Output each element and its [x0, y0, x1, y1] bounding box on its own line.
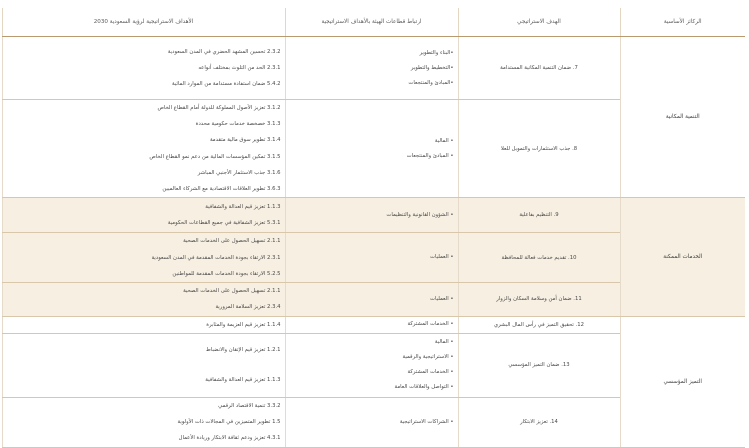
vision-item: 2.3.2 تحسين المشهد الحضري في المدن السعودية [167, 48, 281, 55]
sector-item: • الشراكات الاستراتيجية [399, 418, 454, 425]
header-vision: الأهداف الاستراتيجية لرؤية السعودية 2030 [2, 8, 285, 37]
sector-item: •التخطيط والتطوير [410, 64, 454, 71]
header-goal: الهدف الاستراتيجي [458, 8, 620, 37]
sector-item: • العمليات [430, 295, 454, 302]
vision-item: 3.1.5 تمكين المؤسسات المالية من دعم نمو القطاع الخاص [149, 153, 281, 160]
sector-item: • التواصل والعلاقات العامة [394, 384, 454, 391]
goal-cell: 7. ضمان التنمية المكانية المستدامة [458, 37, 620, 100]
vision-item: 3.1.6 جذب الاستثمار الأجنبي المباشر [197, 169, 281, 176]
strategy-alignment-table [2, 8, 746, 448]
sector-item: • الخدمات المشتركة [407, 369, 454, 376]
sectors-cell [285, 333, 458, 397]
goal-cell: 12. تحقيق التميز في رأس المال البشري [458, 316, 620, 333]
goal-cell: 10. تقديم خدمات فعالة للمحافظة [458, 233, 620, 283]
vision-cell [2, 198, 285, 233]
goal-cell: 8. جذب الاستثمارات والتمويل للعلا [458, 100, 620, 198]
vision-item: 5.3.1 تعزيز الشفافية في جميع القطاعات الحكومية [167, 220, 281, 227]
sectors-cell [285, 198, 458, 233]
pillar-cell: التميز المؤسسي [620, 316, 745, 447]
vision-cell [2, 37, 285, 100]
sector-item: •المبادئ والمنتجعات [408, 79, 454, 86]
vision-item: 3.1.3 خصخصة خدمات حكومية محددة [195, 121, 281, 128]
vision-item: 1.5 تطوير المتميزين في المجالات ذات الأولوية [177, 419, 281, 426]
sector-item: • المبادئ والمنتجعات [406, 152, 454, 159]
vision-item: 3.6.3 تطوير العلاقات الاقتصادية مع الشركاء العالميين [162, 186, 281, 193]
vision-item: 2.1.1 تسهيل الحصول على الخدمات الصحية [183, 238, 281, 245]
vision-item: 4.3.1 تعزيز ودعم ثقافة الابتكار وريادة الأعمال [178, 435, 281, 442]
vision-cell [2, 333, 285, 397]
vision-item: 3.3.2 تنمية الاقتصاد الرقمي [218, 403, 281, 410]
vision-item: 2.3.1 الحد من التلوث بمختلف أنواعه [198, 64, 281, 71]
pillar-cell: التنمية المكانية [620, 37, 745, 198]
vision-item: 3.1.4 تطوير سوق مالية متقدمة [209, 137, 281, 144]
vision-item: 2.1.1 تسهيل الحصول على الخدمات الصحية [183, 288, 281, 295]
sector-item: • المالية [434, 137, 454, 144]
goal-cell: 13. ضمان التميز المؤسسي [458, 333, 620, 397]
vision-cell [2, 397, 285, 447]
vision-item: 2.3.4 تعزيز السلامة المرورية [215, 304, 281, 311]
vision-item: 3.1.2 تعزيز الأصول المملوكة للدولة أمام القطاع الخاص [157, 105, 281, 111]
vision-cell [2, 233, 285, 283]
goal-cell: 11. ضمان أمن وسلامة السكان والزوار [458, 283, 620, 316]
vision-item: 1.1.4 تعزيز قيم العزيمة والمثابرة [206, 321, 281, 328]
sector-item: • الشؤون القانونية والتنظيمات [386, 211, 454, 218]
vision-item: 2.3.1 الارتقاء بجودة الخدمات المقدمة في المدن السعودية [151, 254, 281, 261]
vision-item: 1.1.3 تعزيز قيم العدالة والشفافية [205, 204, 281, 211]
sector-item: •البناء والتطوير [419, 49, 454, 56]
sector-item: • الخدمات المشتركة [407, 321, 454, 328]
vision-item: 5.4.2 ضمان استفادة مستدامة من الموارد المائية [172, 81, 281, 88]
sector-item: • الاستراتيجية والرقمية [402, 354, 454, 361]
vision-cell [2, 316, 285, 333]
goal-cell: 14. تعزيز الابتكار [458, 397, 620, 447]
header-row [2, 8, 745, 37]
sectors-cell [285, 100, 458, 198]
sector-item: • العمليات [430, 254, 454, 261]
goal-cell: 9. التنظيم بفاعلية [458, 198, 620, 233]
table-row [2, 316, 745, 333]
vision-cell [2, 283, 285, 316]
vision-cell [2, 100, 285, 198]
vision-item: 1.2.1 تعزيز قيم الإتقان والانضباط [205, 347, 281, 354]
sectors-cell [285, 37, 458, 100]
table-row [2, 37, 745, 100]
vision-item: 5.2.5 الارتقاء بجودة الخدمات المقدمة للمواطنين [172, 270, 281, 277]
sectors-cell [285, 316, 458, 333]
header-sectors: ارتباط قطاعات الهيئة بالأهداف الاستراتيجية [285, 8, 458, 37]
header-pillars: الركائز الأساسية [620, 8, 745, 37]
sector-item: • المالية [434, 339, 454, 346]
sectors-cell [285, 283, 458, 316]
vision-item: 1.1.3 تعزيز قيم العدالة والشفافية [205, 377, 281, 384]
sectors-cell [285, 233, 458, 283]
pillar-cell: الخدمات الممكنة [620, 198, 745, 316]
sectors-cell [285, 397, 458, 447]
table-row [2, 198, 745, 233]
strategy-table-wrapper [2, 8, 745, 448]
